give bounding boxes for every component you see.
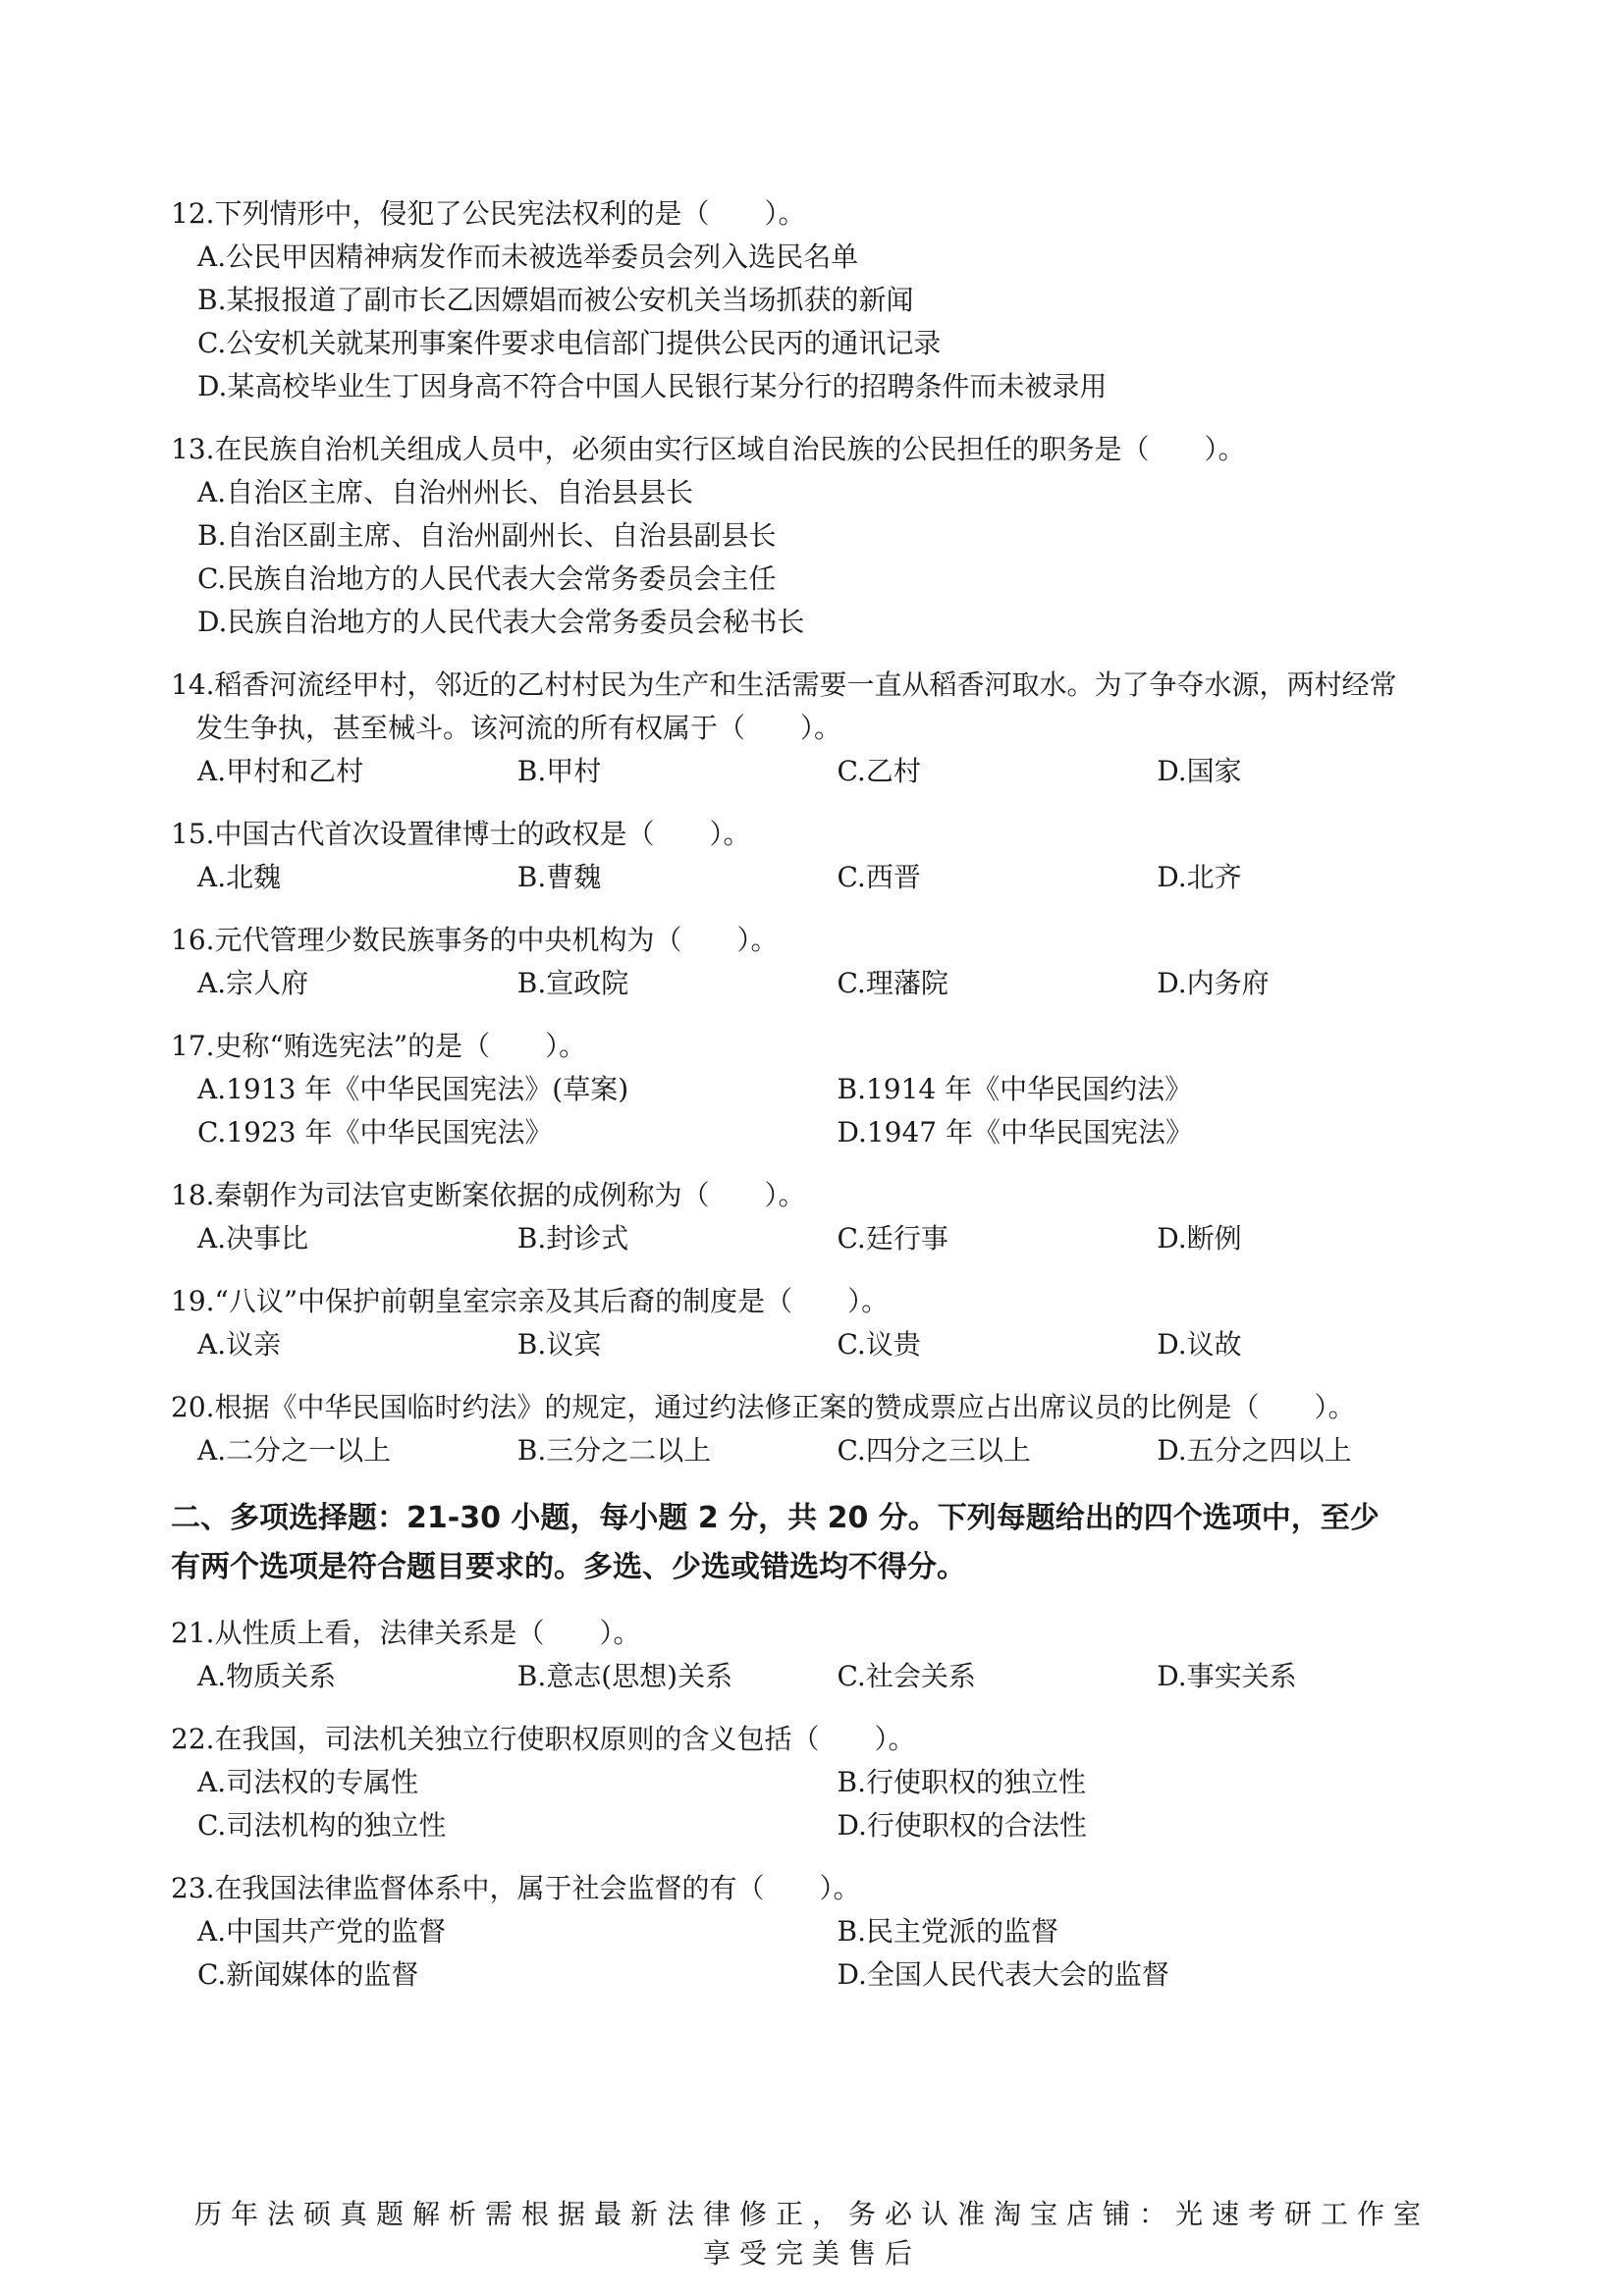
option-a: A.司法权的专属性	[197, 1766, 419, 1798]
options-row	[171, 1953, 1477, 1997]
option-c: C.四分之三以上	[837, 1434, 1031, 1467]
option-b: B.意志(思想)关系	[516, 1660, 733, 1692]
option-a: A.中国共产党的监督	[197, 1915, 447, 1948]
question-12	[171, 192, 1477, 408]
options-row	[171, 1761, 1477, 1804]
section-heading-line-2: 有两个选项是符合题目要求的。多选、少选或错选均不得分。	[171, 1550, 966, 1584]
question-13	[171, 428, 1477, 644]
option-d: D.1947 年《中华民国宪法》	[837, 1116, 1194, 1148]
option-b: B.曹魏	[516, 861, 602, 893]
footer-line-2: 享受完美售后	[702, 2237, 921, 2269]
option-b: B.议宾	[516, 1328, 602, 1361]
option-a: A.北魏	[197, 861, 282, 893]
question-22	[171, 1718, 1477, 1847]
options-row	[171, 1111, 1477, 1154]
option-b: B.甲村	[516, 755, 602, 787]
option-a: A.自治区主席、自治州州长、自治县县长	[197, 476, 694, 508]
options-row	[171, 856, 1477, 899]
question-stem: 22.在我国，司法机关独立行使职权原则的含义包括（ ）。	[171, 1723, 916, 1755]
question-stem: 19.“八议”中保护前朝皇室宗亲及其后裔的制度是（ ）。	[171, 1285, 890, 1317]
question-15	[171, 813, 1477, 899]
option-b: B.1914 年《中华民国约法》	[837, 1073, 1193, 1105]
option-b: B.封诊式	[516, 1222, 629, 1255]
option-c: C.理藩院	[837, 967, 948, 999]
options-row	[171, 1655, 1477, 1698]
option-a: A.宗人府	[197, 967, 309, 999]
option-a: A.议亲	[197, 1328, 282, 1361]
option-d: D.断例	[1157, 1222, 1242, 1255]
option-d: D.北齐	[1157, 861, 1242, 893]
option-d: D.事实关系	[1157, 1660, 1297, 1692]
option-d: D.五分之四以上	[1157, 1434, 1352, 1467]
options-row	[171, 750, 1477, 793]
option-c: C.社会关系	[837, 1660, 976, 1692]
question-19	[171, 1280, 1477, 1366]
option-d: D.某高校毕业生丁因身高不符合中国人民银行某分行的招聘条件而未被录用	[197, 370, 1108, 402]
section-heading-line-1: 二、多项选择题：21-30 小题，每小题 2 分，共 20 分。下列每题给出的四个选项中，至少	[171, 1501, 1380, 1535]
option-b: B.某报报道了副市长乙因嫖娼而被公安机关当场抓获的新闻	[197, 284, 914, 316]
option-b: B.三分之二以上	[516, 1434, 712, 1467]
question-17	[171, 1025, 1477, 1154]
question-stem: 16.元代管理少数民族事务的中央机构为（ ）。	[171, 924, 779, 956]
option-a: A.公民甲因精神病发作而未被选举委员会列入选民名单	[197, 240, 859, 273]
option-c: C.司法机构的独立性	[197, 1809, 447, 1842]
options-row	[171, 1429, 1477, 1472]
option-b: B.行使职权的独立性	[837, 1766, 1086, 1798]
question-18	[171, 1174, 1477, 1260]
options-row	[171, 1323, 1477, 1366]
question-stem: 21.从性质上看，法律关系是（ ）。	[171, 1617, 641, 1649]
option-d: D.议故	[1157, 1328, 1242, 1361]
option-c: C.1923 年《中华民国宪法》	[197, 1116, 553, 1148]
options-row	[171, 1068, 1477, 1111]
option-c: C.民族自治地方的人民代表大会常务委员会主任	[197, 562, 777, 595]
question-stem-line-2: 发生争执，甚至械斗。该河流的所有权属于（ ）。	[195, 712, 842, 744]
option-d: D.民族自治地方的人民代表大会常务委员会秘书长	[197, 606, 805, 638]
option-d: D.内务府	[1157, 967, 1270, 999]
question-stem: 12.下列情形中，侵犯了公民宪法权利的是（ ）。	[171, 197, 806, 230]
option-c: C.乙村	[837, 755, 921, 787]
question-stem: 20.根据《中华民国临时约法》的规定，通过约法修正案的赞成票应占出席议员的比例是（ ）。	[171, 1391, 1356, 1423]
option-a: A.决事比	[197, 1222, 309, 1255]
question-23	[171, 1867, 1477, 1997]
option-c: C.公安机关就某刑事案件要求电信部门提供公民丙的通讯记录	[197, 327, 942, 359]
option-d: D.全国人民代表大会的监督	[837, 1958, 1169, 1991]
section-heading	[171, 1494, 1477, 1592]
question-stem: 23.在我国法律监督体系中，属于社会监督的有（ ）。	[171, 1872, 861, 1904]
option-c: C.议贵	[837, 1328, 921, 1361]
question-stem: 18.秦朝作为司法官吏断案依据的成例称为（ ）。	[171, 1179, 806, 1211]
question-stem: 17.史称“贿选宪法”的是（ ）。	[171, 1030, 587, 1062]
option-c: C.西晋	[837, 861, 921, 893]
page-footer	[0, 2195, 1624, 2273]
option-a: A.二分之一以上	[197, 1434, 392, 1467]
option-b: B.自治区副主席、自治州副州长、自治县副县长	[197, 519, 777, 552]
option-d: D.国家	[1157, 755, 1242, 787]
question-20	[171, 1386, 1477, 1472]
option-a: A.1913 年《中华民国宪法》(草案)	[197, 1073, 629, 1105]
question-14	[171, 664, 1477, 793]
exam-content	[171, 192, 1477, 2016]
option-a: A.甲村和乙村	[197, 755, 364, 787]
option-b: B.宣政院	[516, 967, 629, 999]
question-16	[171, 919, 1477, 1005]
options-row	[171, 1804, 1477, 1847]
option-d: D.行使职权的合法性	[837, 1809, 1087, 1842]
option-b: B.民主党派的监督	[837, 1915, 1058, 1948]
option-c: C.廷行事	[837, 1222, 948, 1255]
options-row	[171, 1217, 1477, 1260]
options-row	[171, 962, 1477, 1005]
option-a: A.物质关系	[197, 1660, 337, 1692]
question-21	[171, 1612, 1477, 1698]
question-stem	[171, 664, 1477, 750]
option-c: C.新闻媒体的监督	[197, 1958, 419, 1991]
footer-line-1: 历年法硕真题解析需根据最新法律修正，务必认准淘宝店铺：光速考研工作室	[193, 2198, 1430, 2230]
options-row	[171, 1910, 1477, 1953]
question-stem: 15.中国古代首次设置律博士的政权是（ ）。	[171, 818, 751, 850]
question-stem-line-1: 14.稻香河流经甲村，邻近的乙村村民为生产和生活需要一直从稻香河取水。为了争夺水源，两村经常	[171, 668, 1397, 701]
question-stem: 13.在民族自治机关组成人员中，必须由实行区域自治民族的公民担任的职务是（ ）。	[171, 433, 1246, 465]
